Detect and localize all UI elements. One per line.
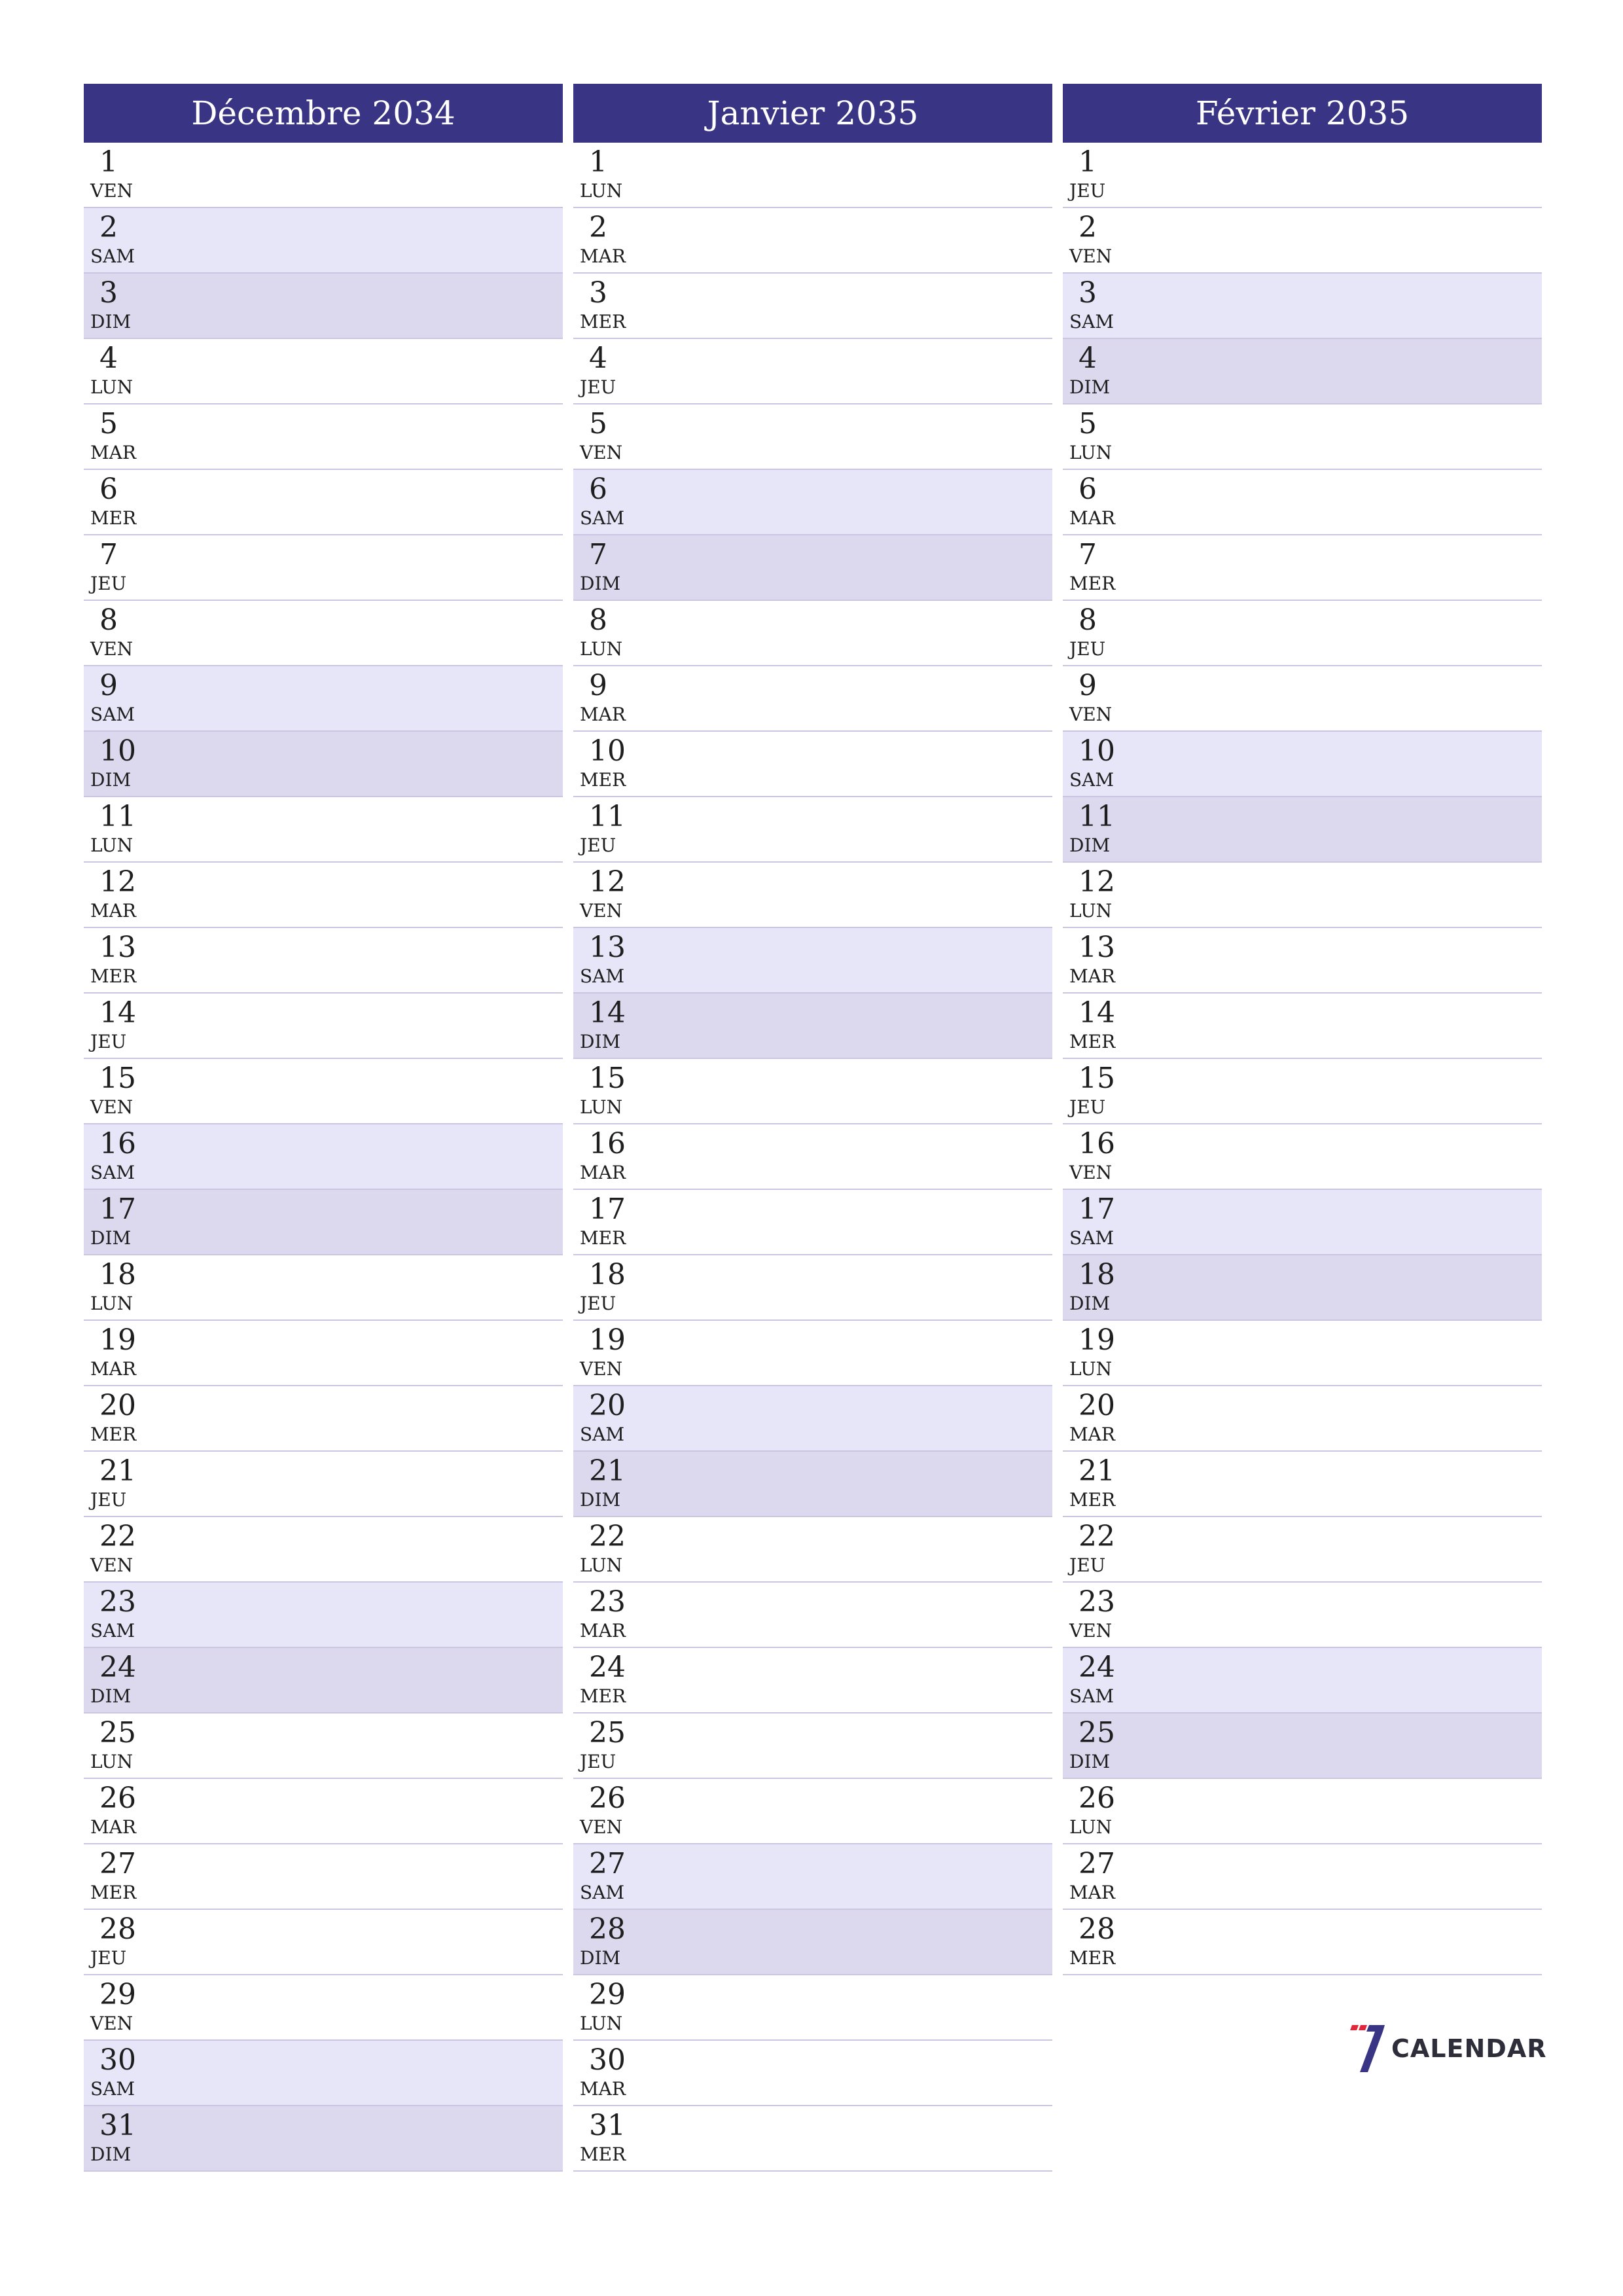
- weekday-label: DIM: [90, 2144, 132, 2165]
- day-number: 13: [589, 931, 626, 964]
- day-row: [84, 1910, 563, 1975]
- day-number: 23: [1079, 1585, 1115, 1619]
- day-row: [84, 928, 563, 994]
- weekday-label: JEU: [90, 1031, 127, 1052]
- weekday-label: VEN: [90, 2013, 134, 2034]
- weekday-label: DIM: [90, 769, 132, 791]
- day-row: [573, 1910, 1052, 1975]
- day-row: [84, 2041, 563, 2106]
- day-number: 19: [589, 1323, 626, 1357]
- day-row: [84, 1779, 563, 1844]
- day-number: 21: [589, 1454, 626, 1488]
- day-number: 22: [589, 1520, 626, 1553]
- day-row: [84, 1583, 563, 1648]
- day-row: [84, 1321, 563, 1386]
- day-number: 11: [589, 800, 626, 833]
- weekday-label: MER: [580, 311, 626, 332]
- day-number: 30: [99, 2043, 136, 2077]
- day-number: 1: [589, 145, 607, 179]
- seven-logo-icon: [1348, 2024, 1386, 2073]
- weekday-label: VEN: [90, 1096, 134, 1118]
- day-number: 7: [1079, 538, 1097, 571]
- day-number: 8: [589, 603, 607, 637]
- month-title: Janvier 2035: [573, 84, 1052, 143]
- day-row: [84, 1190, 563, 1255]
- weekday-label: DIM: [90, 1227, 132, 1249]
- weekday-label: MER: [90, 1424, 137, 1445]
- weekday-label: DIM: [1069, 1751, 1111, 1772]
- day-number: 27: [99, 1847, 136, 1880]
- day-number: 21: [1079, 1454, 1115, 1488]
- day-row: [573, 732, 1052, 797]
- day-number: 26: [99, 1782, 136, 1815]
- weekday-label: JEU: [580, 1293, 616, 1314]
- day-row: [573, 797, 1052, 863]
- weekday-label: MAR: [580, 2078, 626, 2100]
- day-number: 28: [589, 1912, 626, 1946]
- day-number: 4: [99, 342, 118, 375]
- day-row: [84, 470, 563, 535]
- weekday-label: LUN: [580, 2013, 623, 2034]
- weekday-label: LUN: [580, 1554, 623, 1576]
- weekday-label: DIM: [1069, 1293, 1111, 1314]
- day-row: [573, 1124, 1052, 1190]
- weekday-label: LUN: [90, 834, 134, 856]
- day-row: [84, 797, 563, 863]
- day-number: 6: [589, 473, 607, 506]
- weekday-label: JEU: [1069, 1096, 1106, 1118]
- weekday-label: JEU: [1069, 180, 1106, 202]
- weekday-label: LUN: [90, 376, 134, 398]
- day-row: [573, 2106, 1052, 2172]
- weekday-label: VEN: [1069, 704, 1113, 725]
- day-number: 29: [99, 1978, 136, 2011]
- day-row: [573, 1844, 1052, 1910]
- weekday-label: JEU: [1069, 638, 1106, 660]
- day-number: 17: [99, 1193, 136, 1226]
- month-column: [573, 84, 1052, 2172]
- weekday-label: VEN: [580, 900, 623, 922]
- day-row: [84, 994, 563, 1059]
- day-row: [84, 863, 563, 928]
- day-number: 22: [1079, 1520, 1115, 1553]
- day-row: [84, 1844, 563, 1910]
- day-number: 12: [99, 865, 136, 899]
- day-number: 10: [589, 734, 626, 768]
- weekday-label: SAM: [90, 2078, 135, 2100]
- day-number: 18: [589, 1258, 626, 1291]
- day-row: [573, 143, 1052, 208]
- day-number: 5: [589, 407, 607, 440]
- weekday-label: JEU: [1069, 1554, 1106, 1576]
- day-number: 13: [99, 931, 136, 964]
- day-row: [573, 1975, 1052, 2041]
- day-number: 24: [99, 1651, 136, 1684]
- day-row: [573, 535, 1052, 601]
- day-row: [84, 1255, 563, 1321]
- day-number: 8: [99, 603, 118, 637]
- day-number: 1: [99, 145, 118, 179]
- weekday-label: MAR: [580, 245, 626, 267]
- weekday-label: SAM: [580, 507, 625, 529]
- day-row: [1063, 274, 1542, 339]
- weekday-label: LUN: [580, 1096, 623, 1118]
- weekday-label: VEN: [580, 1816, 623, 1838]
- day-row: [1063, 1255, 1542, 1321]
- weekday-label: MER: [1069, 573, 1116, 594]
- day-number: 18: [99, 1258, 136, 1291]
- logo-text: CALENDAR: [1391, 2034, 1547, 2063]
- day-number: 3: [589, 276, 607, 310]
- weekday-label: JEU: [580, 834, 616, 856]
- day-row: [1063, 1386, 1542, 1452]
- weekday-label: DIM: [1069, 376, 1111, 398]
- weekday-label: JEU: [580, 1751, 616, 1772]
- day-number: 24: [1079, 1651, 1115, 1684]
- day-row: [573, 1321, 1052, 1386]
- weekday-label: MER: [1069, 1031, 1116, 1052]
- weekday-label: SAM: [1069, 1227, 1115, 1249]
- day-row: [84, 666, 563, 732]
- day-row: [573, 404, 1052, 470]
- day-number: 2: [99, 211, 118, 244]
- day-row: [1063, 1124, 1542, 1190]
- day-number: 3: [99, 276, 118, 310]
- day-row: [84, 535, 563, 601]
- day-row: [573, 1583, 1052, 1648]
- weekday-label: MER: [580, 1227, 626, 1249]
- brand-logo: [1348, 2022, 1546, 2075]
- day-row: [84, 1713, 563, 1779]
- day-row: [84, 1059, 563, 1124]
- day-row: [1063, 1844, 1542, 1910]
- day-number: 24: [589, 1651, 626, 1684]
- weekday-label: SAM: [1069, 1685, 1115, 1707]
- weekday-label: MAR: [90, 900, 136, 922]
- day-row: [573, 2041, 1052, 2106]
- weekday-label: SAM: [90, 245, 135, 267]
- day-number: 17: [589, 1193, 626, 1226]
- day-number: 26: [589, 1782, 626, 1815]
- day-number: 14: [99, 996, 136, 1030]
- weekday-label: JEU: [580, 376, 616, 398]
- day-number: 2: [1079, 211, 1097, 244]
- day-number: 31: [589, 2109, 626, 2142]
- weekday-label: DIM: [90, 1685, 132, 1707]
- day-row: [84, 2106, 563, 2172]
- day-row: [1063, 863, 1542, 928]
- day-number: 18: [1079, 1258, 1115, 1291]
- day-number: 23: [589, 1585, 626, 1619]
- day-row: [84, 339, 563, 404]
- weekday-label: MER: [90, 1882, 137, 1903]
- day-number: 9: [1079, 669, 1097, 702]
- weekday-label: VEN: [1069, 1620, 1113, 1641]
- weekday-label: MER: [580, 2144, 626, 2165]
- month-column: [1063, 84, 1542, 1975]
- day-number: 25: [1079, 1716, 1115, 1749]
- day-row: [1063, 732, 1542, 797]
- weekday-label: LUN: [1069, 1358, 1113, 1380]
- day-number: 22: [99, 1520, 136, 1553]
- day-row: [573, 1255, 1052, 1321]
- day-number: 23: [99, 1585, 136, 1619]
- weekday-label: MAR: [580, 1162, 626, 1183]
- weekday-label: LUN: [1069, 1816, 1113, 1838]
- day-row: [573, 1517, 1052, 1583]
- day-row: [1063, 404, 1542, 470]
- day-number: 10: [99, 734, 136, 768]
- day-row: [573, 208, 1052, 274]
- day-row: [573, 1648, 1052, 1713]
- day-row: [84, 274, 563, 339]
- weekday-label: MAR: [1069, 1424, 1115, 1445]
- day-row: [1063, 1059, 1542, 1124]
- weekday-label: VEN: [1069, 245, 1113, 267]
- weekday-label: SAM: [90, 1162, 135, 1183]
- weekday-label: MER: [580, 1685, 626, 1707]
- day-number: 9: [589, 669, 607, 702]
- weekday-label: DIM: [90, 311, 132, 332]
- day-number: 19: [1079, 1323, 1115, 1357]
- day-row: [573, 863, 1052, 928]
- day-row: [1063, 1321, 1542, 1386]
- weekday-label: VEN: [580, 442, 623, 463]
- weekday-label: SAM: [580, 1882, 625, 1903]
- day-number: 11: [1079, 800, 1115, 833]
- day-number: 16: [99, 1127, 136, 1160]
- weekday-label: JEU: [90, 1947, 127, 1969]
- day-number: 28: [1079, 1912, 1115, 1946]
- weekday-label: SAM: [580, 965, 625, 987]
- day-row: [1063, 1517, 1542, 1583]
- day-row: [1063, 143, 1542, 208]
- day-row: [84, 1648, 563, 1713]
- day-number: 11: [99, 800, 136, 833]
- weekday-label: LUN: [90, 1293, 134, 1314]
- day-row: [1063, 1779, 1542, 1844]
- day-row: [84, 143, 563, 208]
- weekday-label: DIM: [1069, 834, 1111, 856]
- day-number: 7: [589, 538, 607, 571]
- day-row: [573, 928, 1052, 994]
- weekday-label: LUN: [580, 180, 623, 202]
- day-row: [573, 470, 1052, 535]
- day-row: [1063, 535, 1542, 601]
- day-row: [573, 1779, 1052, 1844]
- day-number: 20: [1079, 1389, 1115, 1422]
- weekday-label: VEN: [90, 1554, 134, 1576]
- day-row: [1063, 1648, 1542, 1713]
- day-number: 14: [1079, 996, 1115, 1030]
- day-row: [84, 732, 563, 797]
- day-row: [84, 208, 563, 274]
- day-number: 30: [589, 2043, 626, 2077]
- weekday-label: LUN: [1069, 442, 1113, 463]
- weekday-label: MAR: [1069, 965, 1115, 987]
- weekday-label: LUN: [90, 1751, 134, 1772]
- day-row: [1063, 1452, 1542, 1517]
- weekday-label: MER: [90, 507, 137, 529]
- day-row: [84, 1452, 563, 1517]
- day-row: [84, 601, 563, 666]
- weekday-label: MAR: [580, 1620, 626, 1641]
- weekday-label: DIM: [580, 1489, 621, 1511]
- weekday-label: DIM: [580, 573, 621, 594]
- weekday-label: SAM: [1069, 769, 1115, 791]
- day-row: [573, 274, 1052, 339]
- day-number: 20: [589, 1389, 626, 1422]
- weekday-label: VEN: [580, 1358, 623, 1380]
- day-row: [573, 601, 1052, 666]
- day-number: 14: [589, 996, 626, 1030]
- month-column: [84, 84, 563, 2172]
- day-row: [573, 1386, 1052, 1452]
- day-row: [573, 1190, 1052, 1255]
- weekday-label: MAR: [90, 442, 136, 463]
- weekday-label: JEU: [90, 573, 127, 594]
- day-number: 15: [589, 1062, 626, 1095]
- day-row: [84, 1124, 563, 1190]
- weekday-label: MAR: [90, 1358, 136, 1380]
- day-row: [573, 1713, 1052, 1779]
- day-number: 3: [1079, 276, 1097, 310]
- day-row: [1063, 1190, 1542, 1255]
- day-row: [1063, 666, 1542, 732]
- day-row: [84, 404, 563, 470]
- weekday-label: VEN: [90, 180, 134, 202]
- day-row: [1063, 797, 1542, 863]
- day-row: [573, 994, 1052, 1059]
- weekday-label: VEN: [90, 638, 134, 660]
- day-number: 27: [1079, 1847, 1115, 1880]
- day-number: 25: [99, 1716, 136, 1749]
- day-number: 28: [99, 1912, 136, 1946]
- day-row: [1063, 339, 1542, 404]
- day-number: 5: [1079, 407, 1097, 440]
- day-number: 31: [99, 2109, 136, 2142]
- day-row: [573, 666, 1052, 732]
- day-number: 6: [99, 473, 118, 506]
- day-number: 19: [99, 1323, 136, 1357]
- day-number: 5: [99, 407, 118, 440]
- weekday-label: SAM: [580, 1424, 625, 1445]
- day-number: 12: [589, 865, 626, 899]
- weekday-label: MER: [1069, 1947, 1116, 1969]
- weekday-label: MER: [90, 965, 137, 987]
- day-row: [1063, 1583, 1542, 1648]
- weekday-label: MAR: [90, 1816, 136, 1838]
- day-row: [84, 1975, 563, 2041]
- day-row: [1063, 208, 1542, 274]
- day-row: [1063, 928, 1542, 994]
- day-row: [1063, 601, 1542, 666]
- day-number: 17: [1079, 1193, 1115, 1226]
- weekday-label: SAM: [1069, 311, 1115, 332]
- day-number: 16: [1079, 1127, 1115, 1160]
- weekday-label: MER: [1069, 1489, 1116, 1511]
- day-row: [84, 1517, 563, 1583]
- day-number: 29: [589, 1978, 626, 2011]
- day-row: [1063, 1910, 1542, 1975]
- day-number: 12: [1079, 865, 1115, 899]
- weekday-label: DIM: [580, 1947, 621, 1969]
- day-number: 1: [1079, 145, 1097, 179]
- day-number: 4: [589, 342, 607, 375]
- weekday-label: SAM: [90, 704, 135, 725]
- day-number: 15: [1079, 1062, 1115, 1095]
- day-number: 8: [1079, 603, 1097, 637]
- day-number: 13: [1079, 931, 1115, 964]
- weekday-label: DIM: [580, 1031, 621, 1052]
- day-number: 21: [99, 1454, 136, 1488]
- day-number: 9: [99, 669, 118, 702]
- month-title: Février 2035: [1063, 84, 1542, 143]
- weekday-label: LUN: [1069, 900, 1113, 922]
- day-row: [573, 1452, 1052, 1517]
- weekday-label: MAR: [1069, 1882, 1115, 1903]
- day-number: 10: [1079, 734, 1115, 768]
- weekday-label: MAR: [1069, 507, 1115, 529]
- day-row: [573, 339, 1052, 404]
- weekday-label: JEU: [90, 1489, 127, 1511]
- day-number: 25: [589, 1716, 626, 1749]
- day-number: 4: [1079, 342, 1097, 375]
- day-number: 15: [99, 1062, 136, 1095]
- day-row: [84, 1386, 563, 1452]
- day-number: 27: [589, 1847, 626, 1880]
- day-number: 20: [99, 1389, 136, 1422]
- weekday-label: VEN: [1069, 1162, 1113, 1183]
- day-row: [1063, 1713, 1542, 1779]
- day-number: 2: [589, 211, 607, 244]
- weekday-label: MAR: [580, 704, 626, 725]
- day-number: 26: [1079, 1782, 1115, 1815]
- day-row: [1063, 994, 1542, 1059]
- weekday-label: LUN: [580, 638, 623, 660]
- day-number: 6: [1079, 473, 1097, 506]
- weekday-label: SAM: [90, 1620, 135, 1641]
- day-row: [573, 1059, 1052, 1124]
- weekday-label: MER: [580, 769, 626, 791]
- day-row: [1063, 470, 1542, 535]
- month-title: Décembre 2034: [84, 84, 563, 143]
- day-number: 16: [589, 1127, 626, 1160]
- day-number: 7: [99, 538, 118, 571]
